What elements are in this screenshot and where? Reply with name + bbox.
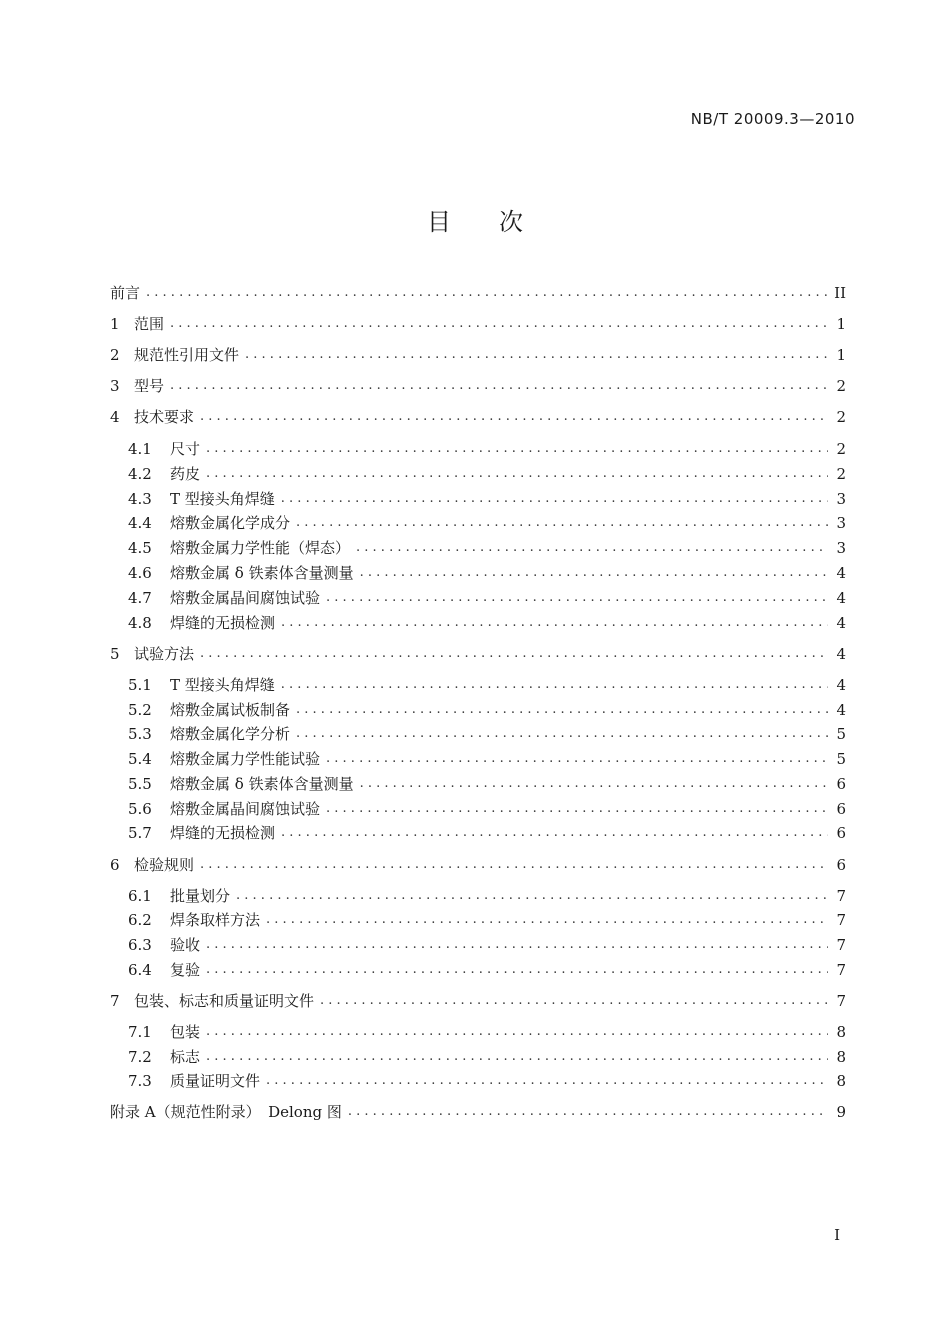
toc-entry-number: 7.2 [128,1048,152,1066]
toc-entry[interactable] [128,1021,846,1043]
toc-dot-leader [266,1070,828,1092]
toc-entry-number: 7 [110,992,120,1010]
toc-entry-number: 6.3 [128,936,152,954]
toc-entry-number: 7.3 [128,1072,152,1090]
toc-entry[interactable] [128,562,846,584]
toc-dot-leader [296,699,828,721]
toc-entry-label: 包装 [170,1023,201,1041]
toc-entry[interactable] [128,773,846,795]
toc-dot-leader [206,1046,828,1068]
toc-entry-label: 验收 [170,936,201,954]
page-title: 目次 [427,208,571,236]
toc-entry[interactable] [128,512,846,534]
toc-entry-label: 批量划分 [170,887,231,905]
toc-entry[interactable] [128,798,846,820]
toc-entry-label: 技术要求 [134,408,195,426]
toc-entry-label: 焊条取样方法 [170,911,261,929]
toc-entry[interactable] [110,990,846,1012]
toc-entry-number: 4.7 [128,589,152,607]
toc-entry[interactable] [128,537,846,559]
toc-dot-leader [206,438,828,460]
toc-entry[interactable] [128,934,846,956]
toc-entry-page: 3 [836,514,846,532]
toc-entry-number: 4.3 [128,490,152,508]
toc-entry[interactable] [128,1070,846,1092]
toc-entry-number: 6.1 [128,887,152,905]
toc-dot-leader [170,313,828,335]
toc-entry-label: 质量证明文件 [170,1072,261,1090]
toc-dot-leader [200,854,828,876]
toc-dot-leader [206,463,828,485]
toc-entry[interactable] [128,909,846,931]
toc-entry-label: 熔敷金属 δ 铁素体含量测量 [170,775,354,793]
toc-entry-number: 4 [110,408,120,426]
toc-dot-leader [281,488,828,510]
toc-entry[interactable] [128,488,846,510]
toc-entry-label: 前言 [110,284,141,302]
toc-dot-leader [236,885,828,907]
toc-entry-number: 4.6 [128,564,152,582]
toc-entry-page: 4 [836,614,846,632]
toc-entry-number: 5.1 [128,676,152,694]
toc-entry-number: 5.4 [128,750,152,768]
toc-entry-label: T 型接头角焊缝 [170,676,275,694]
toc-entry-number: 4.5 [128,539,152,557]
toc-entry-label: 附录 A（规范性附录） Delong 图 [110,1103,342,1121]
toc-dot-leader [326,798,828,820]
toc-entry-page: 8 [836,1023,846,1041]
toc-entry-page: 9 [836,1103,846,1121]
toc-entry[interactable] [128,748,846,770]
toc-entry-label: 焊缝的无损检测 [170,824,276,842]
toc-entry-number: 5.2 [128,701,152,719]
toc-dot-leader [296,723,828,745]
toc-dot-leader [281,674,828,696]
toc-entry-number: 5.5 [128,775,152,793]
toc-entry-number: 5.3 [128,725,152,743]
toc-entry-label: 尺寸 [170,440,201,458]
toc-entry-page: 6 [836,800,846,818]
toc-entry[interactable] [128,723,846,745]
toc-dot-leader [206,934,828,956]
toc-dot-leader [206,959,828,981]
toc-entry-label: 熔敷金属化学成分 [170,514,291,532]
toc-dot-leader [200,643,828,665]
toc-entry[interactable] [110,375,846,397]
toc-entry-label: 熔敷金属晶间腐蚀试验 [170,589,321,607]
toc-dot-leader [266,909,828,931]
toc-entry-number: 2 [110,346,120,364]
toc-entry-page: 6 [836,856,846,874]
toc-entry[interactable] [128,587,846,609]
toc-dot-leader [206,1021,828,1043]
toc-entry-label: 规范性引用文件 [134,346,240,364]
toc-entry-page: 1 [836,315,846,333]
toc-entry-page: 7 [836,936,846,954]
toc-entry-number: 6.4 [128,961,152,979]
toc-entry-page: 4 [836,564,846,582]
toc-entry-label: 熔敷金属力学性能试验 [170,750,321,768]
toc-entry-page: 5 [836,750,846,768]
toc-entry-label: 标志 [170,1048,201,1066]
toc-entry-number: 5.6 [128,800,152,818]
toc-entry-page: 1 [836,346,846,364]
toc-entry-page: 3 [836,490,846,508]
toc-entry-page: 7 [836,992,846,1010]
toc-entry-label: 范围 [134,315,165,333]
toc-dot-leader [296,512,828,534]
toc-entry[interactable] [110,1101,846,1123]
toc-entry[interactable] [110,282,846,304]
toc-entry-number: 1 [110,315,120,333]
toc-entry-page: 8 [836,1072,846,1090]
toc-entry-number: 4.4 [128,514,152,532]
toc-entry-label: 焊缝的无损检测 [170,614,276,632]
toc-entry[interactable] [128,463,846,485]
toc-entry[interactable] [128,822,846,844]
toc-entry-number: 3 [110,377,120,395]
toc-dot-leader [360,773,828,795]
toc-entry[interactable] [110,854,846,876]
toc-dot-leader [200,406,828,428]
toc-entry[interactable] [128,959,846,981]
toc-dot-leader [348,1101,828,1123]
toc-entry-label: 型号 [134,377,165,395]
toc-entry-page: 2 [836,465,846,483]
toc-entry-label: 熔敷金属 δ 铁素体含量测量 [170,564,354,582]
toc-entry-page: 7 [836,961,846,979]
toc-entry-page: 7 [836,887,846,905]
toc-entry-page: 3 [836,539,846,557]
toc-entry[interactable] [128,612,846,634]
toc-entry-number: 4.1 [128,440,152,458]
toc-entry-label: 熔敷金属力学性能（焊态） [170,539,351,557]
toc-entry-page: 6 [836,775,846,793]
toc-dot-leader [281,822,828,844]
toc-entry-page: 2 [836,377,846,395]
toc-entry-number: 6.2 [128,911,152,929]
toc-entry-page: 5 [836,725,846,743]
toc-dot-leader [146,282,828,304]
toc-entry-page: 8 [836,1048,846,1066]
toc-entry-label: 试验方法 [134,645,195,663]
toc-entry-number: 6 [110,856,120,874]
toc-entry-page: 4 [836,676,846,694]
toc-entry-number: 5.7 [128,824,152,842]
toc-entry[interactable] [128,885,846,907]
toc-entry[interactable] [128,438,846,460]
toc-dot-leader [326,748,828,770]
toc-entry-page: 2 [836,440,846,458]
page-number: I [834,1226,840,1244]
toc-dot-leader [360,562,828,584]
document-code: NB/T 20009.3—2010 [690,110,855,128]
toc-entry-label: 检验规则 [134,856,195,874]
toc-entry[interactable] [110,643,846,665]
toc-entry[interactable] [110,313,846,335]
toc-entry-label: 熔敷金属试板制备 [170,701,291,719]
toc-entry-label: 熔敷金属晶间腐蚀试验 [170,800,321,818]
toc-entry-page: 6 [836,824,846,842]
toc-entry-number: 4.8 [128,614,152,632]
toc-entry-label: T 型接头角焊缝 [170,490,275,508]
toc-entry-page: 4 [836,645,846,663]
toc-entry-page: II [834,284,846,302]
toc-entry-page: 2 [836,408,846,426]
toc-entry-label: 复验 [170,961,201,979]
toc-entry-number: 4.2 [128,465,152,483]
toc-entry[interactable] [128,674,846,696]
toc-entry[interactable] [128,1046,846,1068]
toc-dot-leader [281,612,828,634]
toc-dot-leader [356,537,828,559]
toc-entry[interactable] [110,406,846,428]
toc-entry-number: 7.1 [128,1023,152,1041]
toc-entry-page: 7 [836,911,846,929]
toc-entry-number: 5 [110,645,120,663]
toc-dot-leader [326,587,828,609]
toc-entry-page: 4 [836,589,846,607]
toc-dot-leader [320,990,828,1012]
toc-entry[interactable] [128,699,846,721]
toc-entry-page: 4 [836,701,846,719]
toc-entry[interactable] [110,344,846,366]
toc-entry-label: 药皮 [170,465,201,483]
toc-dot-leader [170,375,828,397]
toc-entry-label: 熔敷金属化学分析 [170,725,291,743]
toc-entry-label: 包装、标志和质量证明文件 [134,992,315,1010]
toc-dot-leader [245,344,828,366]
